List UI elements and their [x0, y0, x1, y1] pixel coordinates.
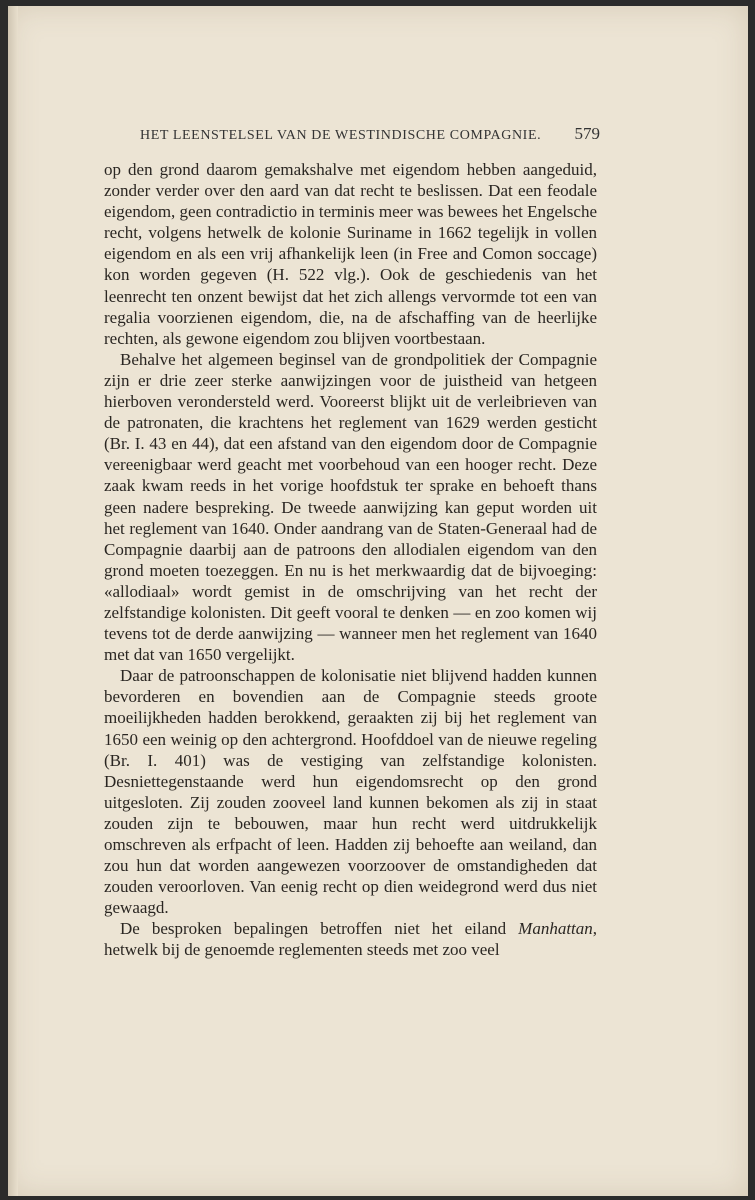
paragraph-4-end: , hetwelk bij de genoemde reglementen steeds met zoo veel — [104, 919, 598, 960]
paragraph-3: Daar de patroonschappen de kolonisatie niet blijvend hadden kunnen bevorderen en bovendien aan de Compagnie steeds groote moeilijkheden hadden berokkend, geraakten zij bij het reglement van 1650 een weinig op den achtergrond. Hoofddoel van de nieuwe regeling (Br. I. 401) was de vestiging van zelfstandige kolonisten. Desniettegenstaande werd hun eigendomsrecht op den grond uitgesloten. Zij zouden zooveel land kunnen bekomen als zij in staat zouden zijn te bebouwen, maar hun recht werd uitdrukkelijk omschreven als erfpacht of leen. Hadden zij behoefte aan weiland, dan zou hun dat worden aangewezen voorzoover de omstandigheden dat zouden veroorloven. Van eenig recht op dien weidegrond werd dus niet gewaagd. — [104, 666, 597, 918]
running-title: HET LEENSTELSEL VAN DE WESTINDISCHE COMPAGNIE. — [140, 128, 542, 143]
italic-term-manhattan: Manhattan — [518, 919, 593, 939]
paragraph-4-start: De besproken bepalingen betroffen niet het eiland — [120, 919, 507, 939]
page-number: 579 — [574, 124, 600, 143]
running-header — [140, 124, 600, 144]
page-gutter — [8, 6, 18, 1196]
paragraph-1: op den grond daarom gemakshalve met eigendom hebben aangeduid, zonder verder over den aard van dat recht te beslissen. Dat een feodale eigendom, geen contradictio in terminis meer was bewees het Engelsche recht, volgens hetwelk de kolonie Suriname in 1662 tegelijk in vollen eigendom en als een vrij afhankelijk leen (in Free and Comon soccage) kon worden gegeven (H. 522 vlg.). Ook de geschiedenis van het leenrecht ten onzent bewijst dat het zich allengs vervormde tot een van regalia voorzienen eigendom, die, na de afschaffing van de heerlijke rechten, als gewone eigendom zou blijven voortbestaan. — [104, 160, 597, 348]
body-text — [104, 159, 597, 961]
paragraph-2: Behalve het algemeen beginsel van de grondpolitiek der Compagnie zijn er drie zeer sterke aanwijzingen voor de juistheid van hetgeen hierboven verondersteld werd. Vooreerst blijkt uit de verleibrieven van de patronaten, die krachtens het reglement van 1629 werden gesticht (Br. I. 43 en 44), dat een afstand van den eigendom door de Compagnie vereenigbaar werd geacht met voorbehoud van een hooger recht. Deze zaak kwam reeds in het vorige hoofdstuk ter sprake en behoeft thans geen nadere bespreking. De tweede aanwijzing kan geput worden uit het reglement van 1640. Onder aandrang van de Staten-Generaal had de Compagnie daarbij aan de patroons den allodialen eigendom van den grond moeten toezeggen. En nu is het merkwaardig dat de bijvoeging: «allodiaal» wordt gemist in de omschrijving van het recht der zelfstandige kolonisten. Dit geeft vooral te denken — en zoo komen wij tevens tot de derde aanwijzing — wanneer men het reglement van 1640 met dat van 1650 vergelijkt. — [104, 349, 597, 665]
paragraph-4 — [104, 918, 597, 960]
